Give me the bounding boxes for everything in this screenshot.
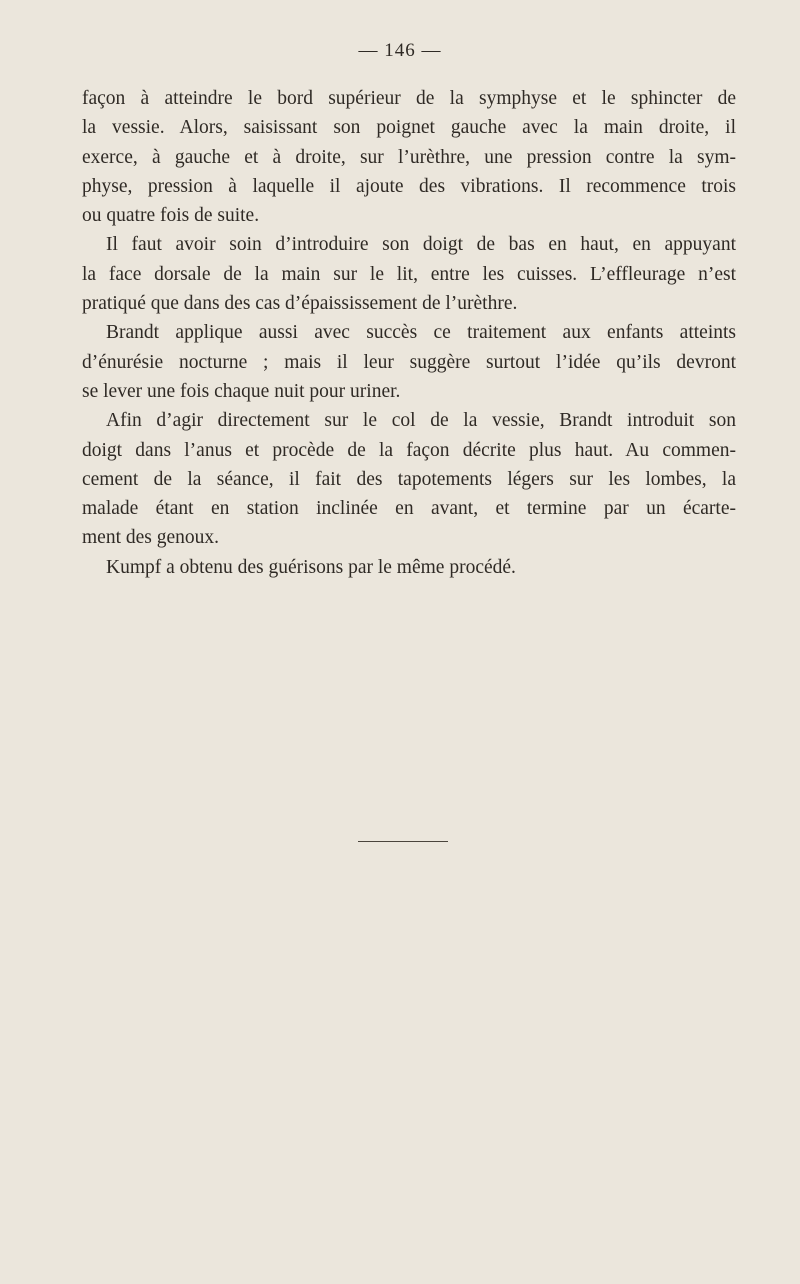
text-line: exerce, à gauche et à droite, sur l’urèthre, une pression contre la sym-: [82, 146, 736, 168]
text-line: façon à atteindre le bord supérieur de la symphyse et le sphincter de: [82, 88, 736, 109]
text-line: malade étant en station inclinée en avant, et termine par un écarte-: [82, 498, 736, 520]
text-line: Il faut avoir soin d’introduire son doigt de bas en haut, en appuyant: [106, 234, 736, 256]
text-line: pratiqué que dans des cas d’épaississement de l’urèthre.: [82, 293, 518, 315]
page-number: — 146 —: [358, 40, 442, 61]
text-line: ou quatre fois de suite.: [82, 205, 260, 227]
text-line: la vessie. Alors, saisissant son poignet gauche avec la main droite, il: [82, 117, 736, 139]
text-line: d’énurésie nocturne ; mais il leur suggère surtout l’idée qu’ils devront: [82, 351, 736, 373]
text-line: Kumpf a obtenu des guérisons par le même procédé.: [106, 556, 516, 578]
text-line: physe, pression à laquelle il ajoute des vibrations. Il recommence trois: [82, 175, 736, 197]
text-line: se lever une fois chaque nuit pour uriner.: [82, 380, 401, 402]
body-text: [82, 84, 736, 582]
text-line: Brandt applique aussi avec succès ce traitement aux enfants atteints: [106, 322, 736, 344]
text-line: Afin d’agir directement sur le col de la vessie, Brandt introduit son: [106, 410, 736, 432]
text-line: ment des genoux.: [82, 527, 220, 549]
section-divider: [358, 841, 448, 842]
text-line: cement de la séance, il fait des tapotements légers sur les lombes, la: [82, 468, 736, 490]
text-line: la face dorsale de la main sur le lit, entre les cuisses. L’effleurage n’est: [82, 263, 736, 285]
text-line: doigt dans l’anus et procède de la façon décrite plus haut. Au commen-: [82, 439, 736, 461]
